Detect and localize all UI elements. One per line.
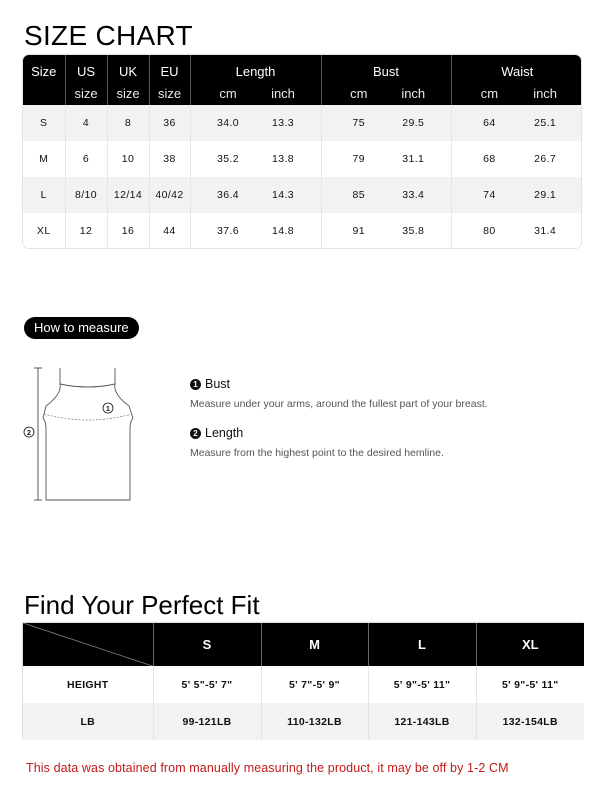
cell-size: M [23, 141, 65, 177]
cell-waist-inch: 29.1 [534, 189, 557, 201]
cell-waist-cm: 74 [483, 189, 496, 201]
cell-length-inch: 13.8 [271, 153, 295, 165]
size-chart-table [22, 54, 582, 249]
cell-length [190, 105, 321, 141]
cell-us: 6 [65, 141, 107, 177]
col-header-bust: Bust [321, 55, 451, 81]
measure-title: Bust [205, 377, 231, 391]
fit-cell: 5' 9"-5' 11" [368, 666, 476, 703]
cell-length [190, 177, 321, 213]
cell-eu: 36 [149, 105, 190, 141]
cell-bust-inch: 31.1 [402, 153, 425, 165]
cell-waist [451, 213, 582, 249]
cell-bust [321, 105, 451, 141]
cell-length-cm: 36.4 [216, 189, 240, 201]
cell-length-cm: 37.6 [216, 225, 240, 237]
cell-waist [451, 105, 582, 141]
number-badge-icon: 2 [190, 428, 201, 439]
cell-bust-cm: 75 [352, 117, 365, 129]
fit-header-size: M [261, 623, 368, 666]
cell-uk: 8 [107, 105, 149, 141]
col-header-eu: EU [149, 55, 190, 81]
cell-size: S [23, 105, 65, 141]
cell-us: 4 [65, 105, 107, 141]
unit-inch: inch [533, 85, 558, 101]
cell-eu: 40/42 [149, 177, 190, 213]
cell-length-inch: 13.3 [271, 117, 295, 129]
cell-size: XL [23, 213, 65, 249]
cell-eu: 38 [149, 141, 190, 177]
how-to-measure-pill: How to measure [24, 317, 139, 339]
fit-table [22, 622, 583, 739]
unit-inch: inch [401, 85, 426, 101]
cell-us: 8/10 [65, 177, 107, 213]
cell-length-inch: 14.3 [271, 189, 295, 201]
cell-waist-cm: 64 [483, 117, 496, 129]
col-subheader-bust [321, 81, 451, 105]
unit-cm: cm [219, 85, 237, 101]
cell-size: L [23, 177, 65, 213]
cell-bust-inch: 35.8 [402, 225, 425, 237]
table-row [23, 666, 584, 703]
fit-cell: 132-154LB [476, 703, 584, 740]
fit-header-size: XL [476, 623, 584, 666]
fit-title: Find Your Perfect Fit [24, 590, 260, 620]
col-subheader-uk: size [107, 81, 149, 105]
table-row [23, 177, 582, 213]
cell-eu: 44 [149, 213, 190, 249]
cell-waist [451, 177, 582, 213]
unit-inch: inch [271, 85, 295, 101]
table-row [23, 105, 582, 141]
fit-row-label: HEIGHT [23, 666, 153, 703]
table-row [23, 213, 582, 249]
measure-item-length [190, 426, 444, 459]
measure-title: Length [205, 426, 244, 440]
cell-bust [321, 141, 451, 177]
cell-length-cm: 35.2 [216, 153, 240, 165]
col-header-us: US [65, 55, 107, 81]
fit-header-size: L [368, 623, 476, 666]
table-row [23, 703, 584, 740]
cell-length [190, 141, 321, 177]
unit-cm: cm [350, 85, 368, 101]
col-header-uk: UK [107, 55, 149, 81]
col-header-size: Size [23, 55, 65, 81]
measure-description: Measure under your arms, around the fullest part of your breast. [190, 398, 488, 410]
measure-item-bust [190, 377, 488, 410]
cell-waist-inch: 31.4 [534, 225, 557, 237]
cell-length-cm: 34.0 [216, 117, 240, 129]
bust-line [44, 414, 132, 420]
fit-cell: 99-121LB [153, 703, 261, 740]
cell-waist-cm: 68 [483, 153, 496, 165]
fit-cell: 5' 5"-5' 7" [153, 666, 261, 703]
bust-marker-number: 1 [106, 406, 110, 413]
col-subheader-size-blank [23, 81, 65, 105]
tank-top-diagram [18, 362, 148, 507]
col-subheader-length [190, 81, 321, 105]
col-header-waist: Waist [451, 55, 582, 81]
fit-cell: 5' 7"-5' 9" [261, 666, 368, 703]
col-header-length: Length [190, 55, 321, 81]
fit-header-size: S [153, 623, 261, 666]
cell-uk: 12/14 [107, 177, 149, 213]
cell-us: 12 [65, 213, 107, 249]
fit-corner-cell [23, 623, 153, 666]
number-badge-icon: 1 [190, 379, 201, 390]
cell-length [190, 213, 321, 249]
fit-cell: 121-143LB [368, 703, 476, 740]
tank-outline [43, 368, 133, 500]
col-subheader-us: size [65, 81, 107, 105]
col-subheader-eu: size [149, 81, 190, 105]
cell-waist-inch: 25.1 [534, 117, 557, 129]
cell-length-inch: 14.8 [271, 225, 295, 237]
cell-uk: 10 [107, 141, 149, 177]
cell-uk: 16 [107, 213, 149, 249]
size-chart-title: SIZE CHART [24, 20, 193, 51]
cell-bust [321, 177, 451, 213]
cell-bust-cm: 91 [352, 225, 365, 237]
cell-bust-inch: 29.5 [402, 117, 425, 129]
cell-waist [451, 141, 582, 177]
fit-cell: 110-132LB [261, 703, 368, 740]
measure-description: Measure from the highest point to the desired hemline. [190, 447, 444, 459]
fit-row-label: LB [23, 703, 153, 740]
unit-cm: cm [480, 85, 499, 101]
cell-bust [321, 213, 451, 249]
cell-bust-inch: 33.4 [402, 189, 425, 201]
length-marker-number: 2 [27, 430, 31, 437]
disclaimer-note: This data was obtained from manually measuring the product, it may be off by 1-2 CM [26, 761, 509, 775]
table-row [23, 141, 582, 177]
cell-waist-cm: 80 [483, 225, 496, 237]
cell-bust-cm: 79 [352, 153, 365, 165]
cell-bust-cm: 85 [352, 189, 365, 201]
col-subheader-waist [451, 81, 582, 105]
cell-waist-inch: 26.7 [534, 153, 557, 165]
fit-cell: 5' 9"-5' 11" [476, 666, 584, 703]
